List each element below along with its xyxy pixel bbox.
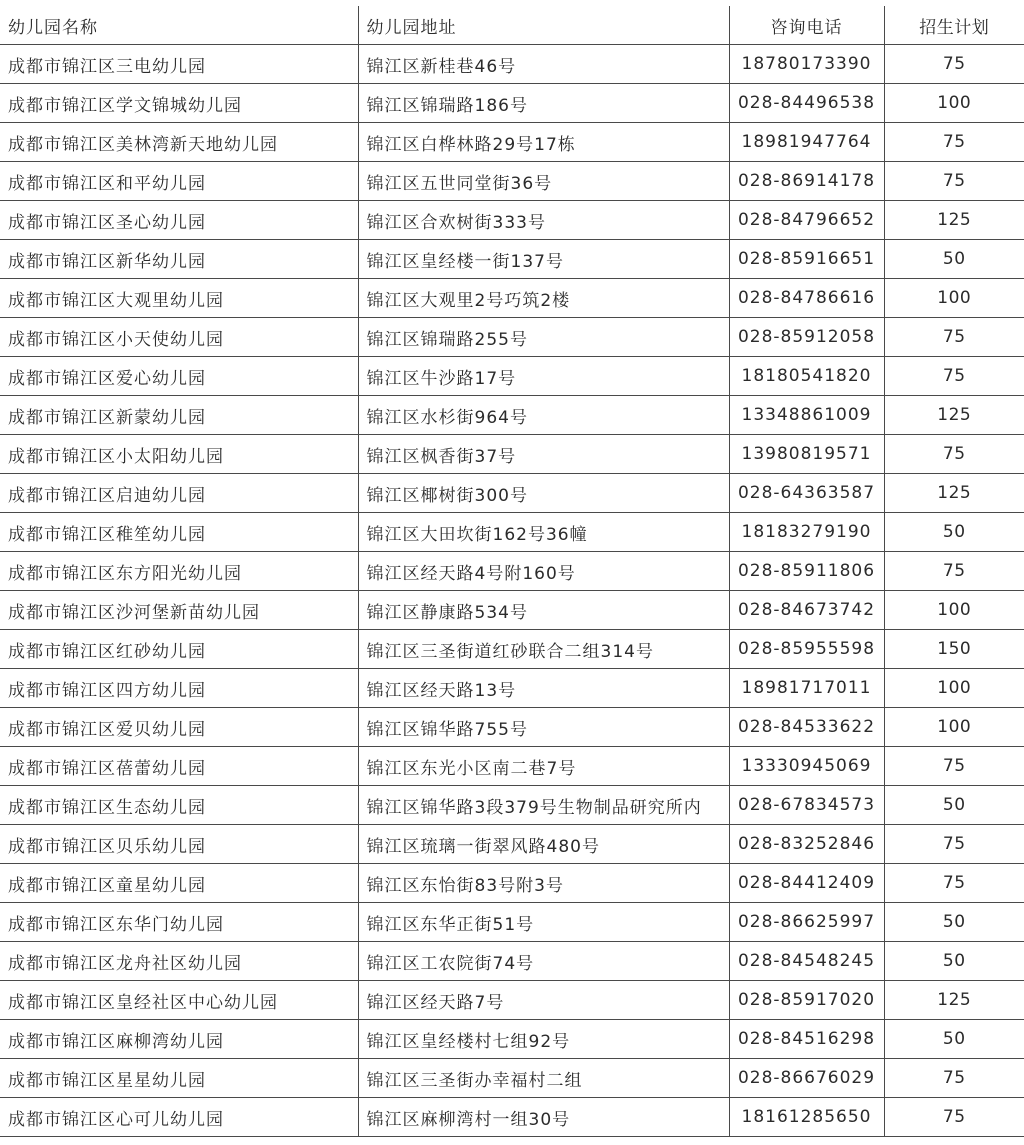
- cell-phone: 028-84496538: [729, 84, 884, 123]
- table-row: [0, 1059, 1024, 1098]
- table-row: [0, 552, 1024, 591]
- table-row: [0, 123, 1024, 162]
- cell-enrollment-plan: 75: [884, 552, 1024, 591]
- table-row: [0, 747, 1024, 786]
- cell-phone: 18981717011: [729, 669, 884, 708]
- cell-address: 锦江区东华正街51号: [358, 903, 729, 942]
- cell-address: 锦江区牛沙路17号: [358, 357, 729, 396]
- cell-address: 锦江区五世同堂街36号: [358, 162, 729, 201]
- cell-enrollment-plan: 100: [884, 591, 1024, 630]
- cell-phone: 028-84516298: [729, 1020, 884, 1059]
- table-row: [0, 825, 1024, 864]
- cell-enrollment-plan: 75: [884, 825, 1024, 864]
- cell-enrollment-plan: 75: [884, 357, 1024, 396]
- cell-kindergarten-name: 成都市锦江区三电幼儿园: [0, 45, 358, 84]
- header-plan: 招生计划: [884, 6, 1024, 45]
- cell-address: 锦江区经天路4号附160号: [358, 552, 729, 591]
- cell-address: 锦江区琉璃一街翠风路480号: [358, 825, 729, 864]
- cell-kindergarten-name: 成都市锦江区蓓蕾幼儿园: [0, 747, 358, 786]
- cell-enrollment-plan: 50: [884, 1020, 1024, 1059]
- cell-address: 锦江区白桦林路29号17栋: [358, 123, 729, 162]
- cell-enrollment-plan: 75: [884, 435, 1024, 474]
- cell-enrollment-plan: 125: [884, 201, 1024, 240]
- cell-enrollment-plan: 150: [884, 630, 1024, 669]
- cell-address: 锦江区椰树街300号: [358, 474, 729, 513]
- cell-address: 锦江区皇经楼村七组92号: [358, 1020, 729, 1059]
- cell-enrollment-plan: 125: [884, 396, 1024, 435]
- cell-enrollment-plan: 100: [884, 708, 1024, 747]
- cell-kindergarten-name: 成都市锦江区皇经社区中心幼儿园: [0, 981, 358, 1020]
- cell-phone: 028-85955598: [729, 630, 884, 669]
- table-row: [0, 942, 1024, 981]
- cell-address: 锦江区水杉街964号: [358, 396, 729, 435]
- table-row: [0, 318, 1024, 357]
- cell-phone: 028-86676029: [729, 1059, 884, 1098]
- cell-address: 锦江区新桂巷46号: [358, 45, 729, 84]
- cell-enrollment-plan: 50: [884, 786, 1024, 825]
- cell-kindergarten-name: 成都市锦江区启迪幼儿园: [0, 474, 358, 513]
- table-body: [0, 45, 1024, 1137]
- cell-kindergarten-name: 成都市锦江区学文锦城幼儿园: [0, 84, 358, 123]
- cell-address: 锦江区三圣街办幸福村二组: [358, 1059, 729, 1098]
- cell-enrollment-plan: 100: [884, 669, 1024, 708]
- table-row: [0, 903, 1024, 942]
- cell-phone: 028-84533622: [729, 708, 884, 747]
- cell-phone: 028-84673742: [729, 591, 884, 630]
- table-row: [0, 45, 1024, 84]
- cell-phone: 18981947764: [729, 123, 884, 162]
- cell-enrollment-plan: 75: [884, 1098, 1024, 1137]
- cell-address: 锦江区三圣街道红砂联合二组314号: [358, 630, 729, 669]
- cell-kindergarten-name: 成都市锦江区东方阳光幼儿园: [0, 552, 358, 591]
- cell-enrollment-plan: 100: [884, 279, 1024, 318]
- cell-enrollment-plan: 50: [884, 513, 1024, 552]
- cell-phone: 13980819571: [729, 435, 884, 474]
- cell-phone: 028-85917020: [729, 981, 884, 1020]
- cell-kindergarten-name: 成都市锦江区圣心幼儿园: [0, 201, 358, 240]
- cell-phone: 028-84412409: [729, 864, 884, 903]
- table-row: [0, 279, 1024, 318]
- cell-kindergarten-name: 成都市锦江区麻柳湾幼儿园: [0, 1020, 358, 1059]
- cell-phone: 13330945069: [729, 747, 884, 786]
- cell-enrollment-plan: 75: [884, 318, 1024, 357]
- table-header-row: [0, 6, 1024, 45]
- table-row: [0, 1020, 1024, 1059]
- table-row: [0, 396, 1024, 435]
- cell-kindergarten-name: 成都市锦江区东华门幼儿园: [0, 903, 358, 942]
- cell-kindergarten-name: 成都市锦江区小天使幼儿园: [0, 318, 358, 357]
- cell-address: 锦江区大田坎街162号36幢: [358, 513, 729, 552]
- header-address: 幼儿园地址: [358, 6, 729, 45]
- cell-phone: 18780173390: [729, 45, 884, 84]
- table-row: [0, 708, 1024, 747]
- cell-enrollment-plan: 75: [884, 123, 1024, 162]
- cell-enrollment-plan: 75: [884, 864, 1024, 903]
- table-row: [0, 1098, 1024, 1137]
- cell-enrollment-plan: 75: [884, 162, 1024, 201]
- cell-kindergarten-name: 成都市锦江区四方幼儿园: [0, 669, 358, 708]
- cell-enrollment-plan: 75: [884, 1059, 1024, 1098]
- header-phone: 咨询电话: [729, 6, 884, 45]
- table-row: [0, 669, 1024, 708]
- cell-enrollment-plan: 125: [884, 981, 1024, 1020]
- table-row: [0, 981, 1024, 1020]
- table-row: [0, 786, 1024, 825]
- table-row: [0, 240, 1024, 279]
- cell-address: 锦江区锦华路3段379号生物制品研究所内: [358, 786, 729, 825]
- cell-phone: 028-85912058: [729, 318, 884, 357]
- cell-enrollment-plan: 50: [884, 903, 1024, 942]
- table-row: [0, 591, 1024, 630]
- table-row: [0, 201, 1024, 240]
- table-row: [0, 474, 1024, 513]
- cell-kindergarten-name: 成都市锦江区沙河堡新苗幼儿园: [0, 591, 358, 630]
- table-row: [0, 84, 1024, 123]
- cell-address: 锦江区东怡街83号附3号: [358, 864, 729, 903]
- cell-address: 锦江区枫香街37号: [358, 435, 729, 474]
- table-row: [0, 630, 1024, 669]
- cell-kindergarten-name: 成都市锦江区红砂幼儿园: [0, 630, 358, 669]
- cell-kindergarten-name: 成都市锦江区新蒙幼儿园: [0, 396, 358, 435]
- cell-enrollment-plan: 50: [884, 240, 1024, 279]
- cell-address: 锦江区锦瑞路255号: [358, 318, 729, 357]
- cell-kindergarten-name: 成都市锦江区龙舟社区幼儿园: [0, 942, 358, 981]
- kindergarten-table: [0, 6, 1024, 1137]
- table-row: [0, 162, 1024, 201]
- cell-address: 锦江区东光小区南二巷7号: [358, 747, 729, 786]
- cell-phone: 18161285650: [729, 1098, 884, 1137]
- cell-address: 锦江区工农院街74号: [358, 942, 729, 981]
- cell-phone: 13348861009: [729, 396, 884, 435]
- cell-enrollment-plan: 75: [884, 45, 1024, 84]
- cell-kindergarten-name: 成都市锦江区美林湾新天地幼儿园: [0, 123, 358, 162]
- cell-kindergarten-name: 成都市锦江区小太阳幼儿园: [0, 435, 358, 474]
- cell-kindergarten-name: 成都市锦江区大观里幼儿园: [0, 279, 358, 318]
- cell-kindergarten-name: 成都市锦江区和平幼儿园: [0, 162, 358, 201]
- cell-phone: 18180541820: [729, 357, 884, 396]
- cell-phone: 028-85911806: [729, 552, 884, 591]
- table-row: [0, 357, 1024, 396]
- cell-kindergarten-name: 成都市锦江区新华幼儿园: [0, 240, 358, 279]
- cell-address: 锦江区皇经楼一街137号: [358, 240, 729, 279]
- cell-address: 锦江区锦瑞路186号: [358, 84, 729, 123]
- cell-address: 锦江区经天路7号: [358, 981, 729, 1020]
- cell-enrollment-plan: 50: [884, 942, 1024, 981]
- cell-phone: 028-67834573: [729, 786, 884, 825]
- cell-address: 锦江区大观里2号巧筑2楼: [358, 279, 729, 318]
- cell-kindergarten-name: 成都市锦江区爱心幼儿园: [0, 357, 358, 396]
- table-row: [0, 513, 1024, 552]
- cell-phone: 028-84548245: [729, 942, 884, 981]
- cell-kindergarten-name: 成都市锦江区贝乐幼儿园: [0, 825, 358, 864]
- cell-enrollment-plan: 100: [884, 84, 1024, 123]
- header-name: 幼儿园名称: [0, 6, 358, 45]
- cell-enrollment-plan: 75: [884, 747, 1024, 786]
- cell-kindergarten-name: 成都市锦江区心可儿幼儿园: [0, 1098, 358, 1137]
- cell-phone: 028-84796652: [729, 201, 884, 240]
- cell-address: 锦江区静康路534号: [358, 591, 729, 630]
- cell-address: 锦江区锦华路755号: [358, 708, 729, 747]
- cell-phone: 028-86914178: [729, 162, 884, 201]
- cell-kindergarten-name: 成都市锦江区生态幼儿园: [0, 786, 358, 825]
- cell-phone: 028-84786616: [729, 279, 884, 318]
- cell-kindergarten-name: 成都市锦江区爱贝幼儿园: [0, 708, 358, 747]
- cell-enrollment-plan: 125: [884, 474, 1024, 513]
- table-row: [0, 435, 1024, 474]
- cell-kindergarten-name: 成都市锦江区星星幼儿园: [0, 1059, 358, 1098]
- cell-phone: 18183279190: [729, 513, 884, 552]
- cell-phone: 028-83252846: [729, 825, 884, 864]
- table-row: [0, 864, 1024, 903]
- cell-kindergarten-name: 成都市锦江区童星幼儿园: [0, 864, 358, 903]
- cell-phone: 028-85916651: [729, 240, 884, 279]
- cell-phone: 028-86625997: [729, 903, 884, 942]
- cell-address: 锦江区经天路13号: [358, 669, 729, 708]
- cell-phone: 028-64363587: [729, 474, 884, 513]
- cell-address: 锦江区合欢树街333号: [358, 201, 729, 240]
- cell-kindergarten-name: 成都市锦江区稚笙幼儿园: [0, 513, 358, 552]
- cell-address: 锦江区麻柳湾村一组30号: [358, 1098, 729, 1137]
